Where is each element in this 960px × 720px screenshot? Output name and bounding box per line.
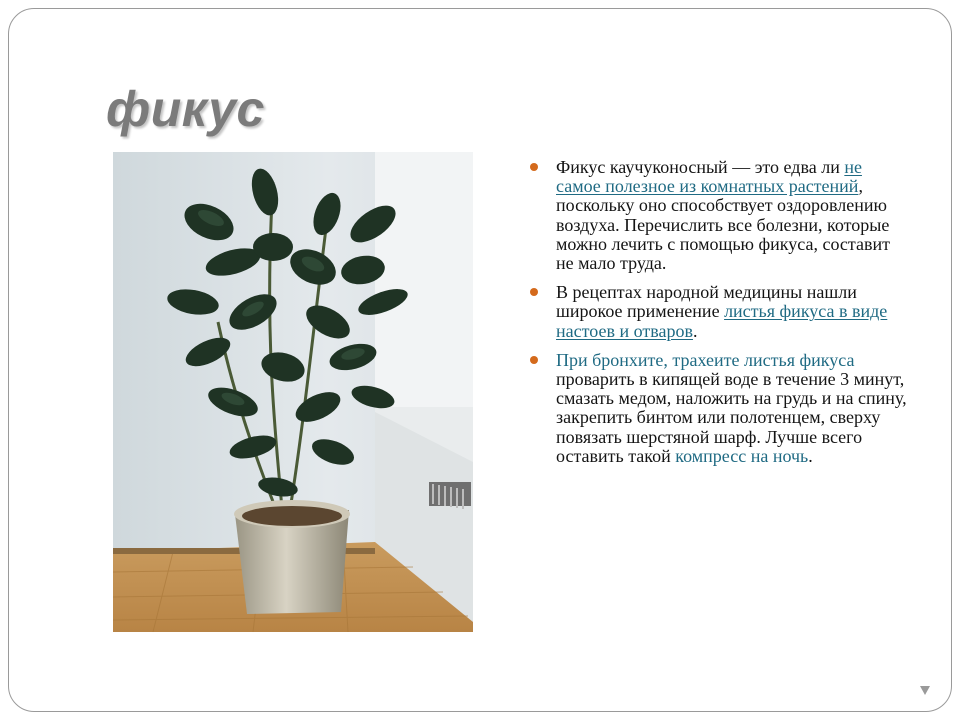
bullet-dot-icon	[530, 288, 538, 296]
list-item: В рецептах народной медицины нашли широкое применение листья фикуса в виде настоев и отваров.	[528, 283, 908, 341]
leaf-infusion-link[interactable]: листья фикуса в виде настоев и отваров	[556, 301, 888, 341]
bullet-dot-icon	[530, 163, 538, 171]
bullet-dot-icon	[530, 356, 538, 364]
night-compress-link[interactable]: компресс на ночь	[675, 445, 809, 466]
ficus-photo	[113, 152, 473, 632]
triangle-down-icon[interactable]	[920, 686, 930, 695]
bullet-list	[528, 158, 908, 476]
list-item: Фикус каучуконосный — это едва ли не самое полезное из комнатных растений, поскольку оно способствует оздоровлению воздуха. Перечислить все болезни, которые можно лечить с помощью фикуса, составит не мало труда.	[528, 158, 908, 273]
slide-title: фикус	[106, 81, 265, 137]
plant-benefit-link[interactable]: не самое полезное из комнатных растений	[556, 157, 862, 197]
bronchitis-link[interactable]: При бронхите, трахеите листья фикуса	[556, 349, 855, 370]
list-item: При бронхите, трахеите листья фикуса проварить в кипящей воде в течение 3 минут, смазать медом, наложить на грудь и на спину, закрепить бинтом или полотенцем, сверху повязать шерстяной шарф. Лучше всего оставить такой компресс на ночь.	[528, 351, 908, 466]
